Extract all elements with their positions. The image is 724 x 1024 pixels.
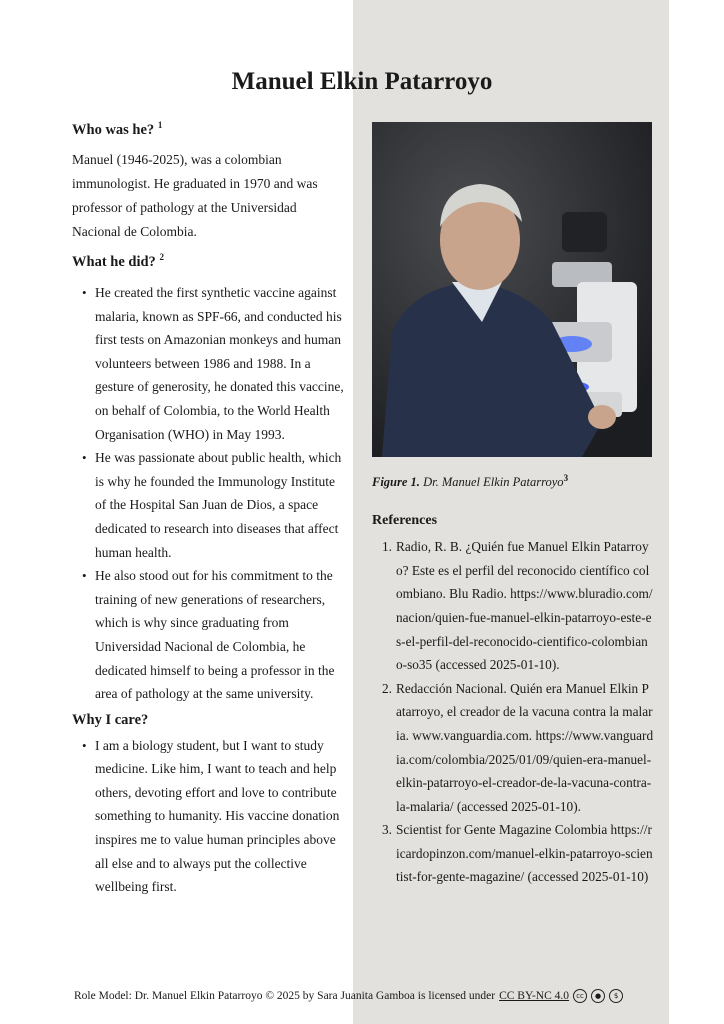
figure-label: Figure 1. — [372, 475, 420, 490]
page-title: Manuel Elkin Patarroyo — [231, 68, 493, 95]
references-list — [372, 535, 654, 889]
list-item: • He created the first synthetic vaccine against malaria, known as SPF-66, and conducted his first tests on Amazonian monkeys and human volunteers between 1986 and 1988. In a gesture of generosity, he donated this vaccine, on behalf of Colombia, to the World Health Organisation (WHO) in May 1993. — [82, 285, 344, 442]
footer — [74, 989, 623, 1003]
care-list — [72, 734, 344, 899]
left-column — [72, 120, 344, 899]
what-list — [72, 281, 344, 706]
nc-icon: $ — [609, 989, 623, 1003]
list-item: • I am a biology student, but I want to study medicine. Like him, I want to teach and help others, devoting effort and love to contribute something to humanity. His vaccine donation inspires me to value human principles above all else and to always put the collective wellbeing first. — [82, 737, 340, 895]
cc-icon: cc — [573, 989, 587, 1003]
reference-item: 3. Scientist for Gente Magazine Colombia https://ricardopinzon.com/manuel-elkin-patarroyo-scientist-for-gente-magazine/ (accessed 2025-01-10) — [382, 822, 653, 885]
who-ref: 1 — [157, 120, 163, 131]
reference-item: 2. Redacción Nacional. Quién era Manuel Elkin Patarroyo, el creador de la vacuna contra la malaria. www.vanguardia.com. https://www.vanguardia.com/colombia/2025/01/09/quien-era-manuel-elkin-patarroyo-el-creador-de-la-vacuna-contra-la-malaria/ (accessed 2025-01-10). — [382, 680, 654, 814]
license-link[interactable]: CC BY-NC 4.0 — [499, 990, 570, 1002]
who-text: Manuel (1946-2025), was a colombian immunologist. He graduated in 1970 and was professor of pathology at the Universidad Nacional de Colombia. — [72, 152, 318, 239]
footer-text: Role Model: Dr. Manuel Elkin Patarroyo © 2025 by Sara Juanita Gamboa is licensed under — [74, 990, 496, 1002]
reference-item: 1. Radio, R. B. ¿Quién fue Manuel Elkin Patarroyo? Este es el perfil del reconocido científico colombiano. Blu Radio. https://www.bluradio.com/nacion/quien-fue-manuel-elkin-patarroyo-este-es-el-perfil-del-reconocido-cientifico-colombiano-so35 (accessed 2025-01-10). — [382, 539, 653, 673]
figure-ref: 3 — [563, 473, 569, 483]
list-item: • He was passionate about public health, which is why he founded the Immunology Institute of the Hospital San Juan de Dios, a space dedicated to research into diseases that affect human health. — [82, 450, 342, 560]
right-column — [372, 122, 654, 889]
what-ref: 2 — [159, 252, 164, 263]
figure-caption — [372, 469, 654, 491]
figure-caption-text: Dr. Manuel Elkin Patarroyo — [423, 475, 564, 490]
who-heading: Who was he? $^1$ — [72, 120, 163, 138]
what-heading: What he did? $^2$ — [72, 252, 164, 270]
list-item: • He also stood out for his commitment to the training of new generations of researchers, which is why since graduating from Universidad Nacional de Colombia, he dedicated himself to being a professor in the area of pathology at the same university. — [82, 568, 335, 702]
portrait-photo — [372, 122, 652, 457]
by-icon: ● — [591, 989, 605, 1003]
care-heading: Why I care? — [72, 711, 149, 728]
references-heading: References — [372, 513, 438, 529]
